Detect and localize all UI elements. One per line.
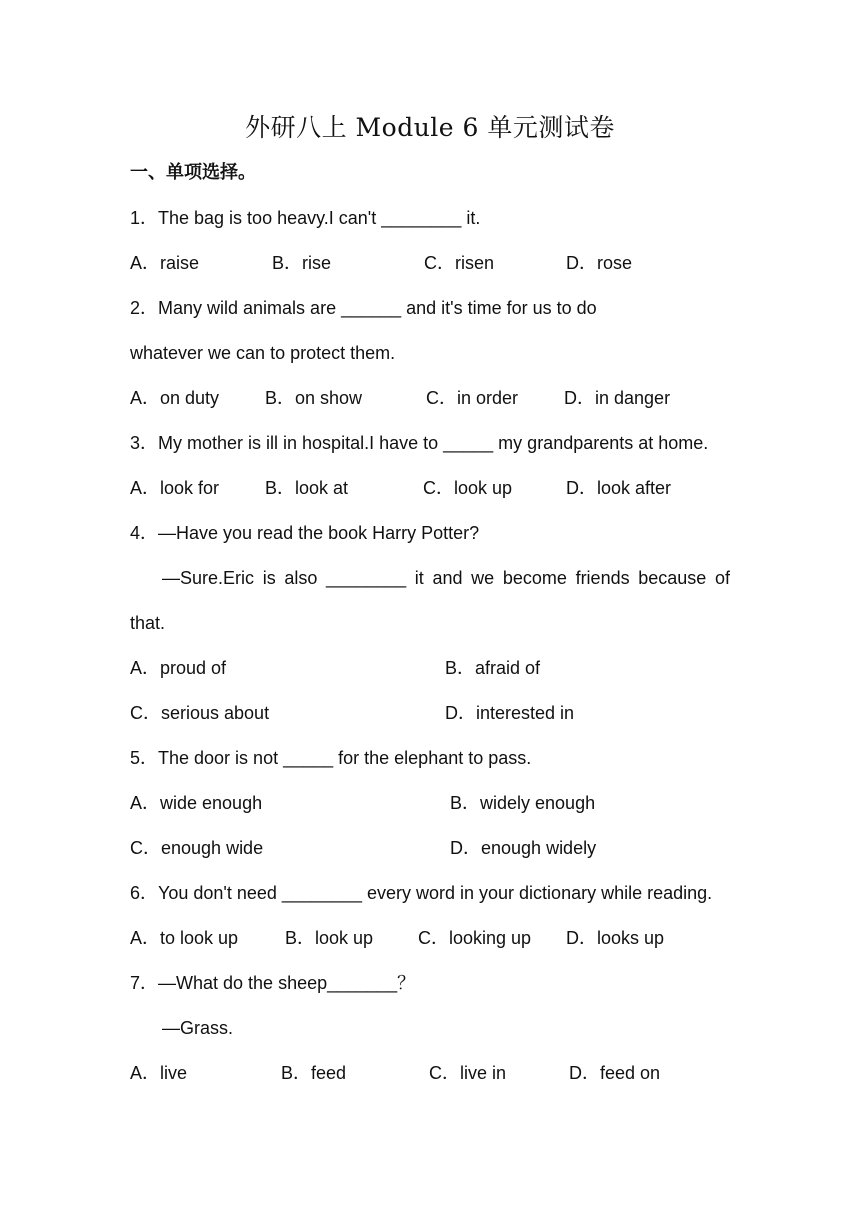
question-7-stem: 7．—What do the sheep_______？ xyxy=(130,973,416,993)
question-5-option-b: B．widely enough xyxy=(450,793,596,813)
question-5-option-d: D．enough widely xyxy=(450,838,597,858)
question-2-option-d: D．in danger xyxy=(564,388,671,408)
question-3-option-a: A．look for xyxy=(130,478,220,498)
question-7-option-b: B．feed xyxy=(281,1063,347,1083)
question-1-option-a: A．raise xyxy=(130,253,200,273)
question-6-option-a: A．to look up xyxy=(130,928,239,948)
question-6-option-d: D．looks up xyxy=(566,928,665,948)
question-2-option-b: B．on show xyxy=(265,388,363,408)
question-2-stem-continued: whatever we can to protect them. xyxy=(130,343,396,363)
question-7-answer-line: —Grass. xyxy=(162,1018,234,1038)
question-2-option-a: A．on duty xyxy=(130,388,220,408)
question-1-option-b: B．rise xyxy=(272,253,332,273)
question-4-stem-continued: —Sure.Eric is also ________ it and we become friends because of xyxy=(162,568,730,588)
question-1-option-d: D．rose xyxy=(566,253,633,273)
question-7-option-a: A．live xyxy=(130,1063,188,1083)
question-6-option-b: B．look up xyxy=(285,928,374,948)
question-4-option-d: D．interested in xyxy=(445,703,575,723)
question-4-option-a: A．proud of xyxy=(130,658,227,678)
question-7-option-c: C．live in xyxy=(429,1063,507,1083)
section-heading: 一、单项选择。 xyxy=(130,162,256,183)
question-6-option-c: C．looking up xyxy=(418,928,532,948)
question-1-option-c: C．risen xyxy=(424,253,495,273)
question-6-stem: 6．You don't need ________ every word in your dictionary while reading. xyxy=(130,883,713,903)
question-3-option-d: D．look after xyxy=(566,478,672,498)
question-3-stem: 3．My mother is ill in hospital.I have to _____ my grandparents at home. xyxy=(130,433,709,453)
question-4-option-c: C．serious about xyxy=(130,703,270,723)
question-7-option-d: D．feed on xyxy=(569,1063,661,1083)
page-title: 外研八上 Module 6 单元测试卷 xyxy=(245,113,615,142)
question-5-option-a: A．wide enough xyxy=(130,793,263,813)
question-3-option-b: B．look at xyxy=(265,478,349,498)
question-5-option-c: C．enough wide xyxy=(130,838,264,858)
question-2-option-c: C．in order xyxy=(426,388,519,408)
question-3-option-c: C．look up xyxy=(423,478,513,498)
question-1-stem: 1．The bag is too heavy.I can't ________ it. xyxy=(130,208,481,228)
question-5-stem: 5．The door is not _____ for the elephant to pass. xyxy=(130,748,532,768)
question-4-option-b: B．afraid of xyxy=(445,658,541,678)
question-4-stem-end: that. xyxy=(130,613,166,633)
question-2-stem: 2．Many wild animals are ______ and it's time for us to do xyxy=(130,298,597,318)
question-4-stem: 4．—Have you read the book Harry Potter? xyxy=(130,523,480,543)
